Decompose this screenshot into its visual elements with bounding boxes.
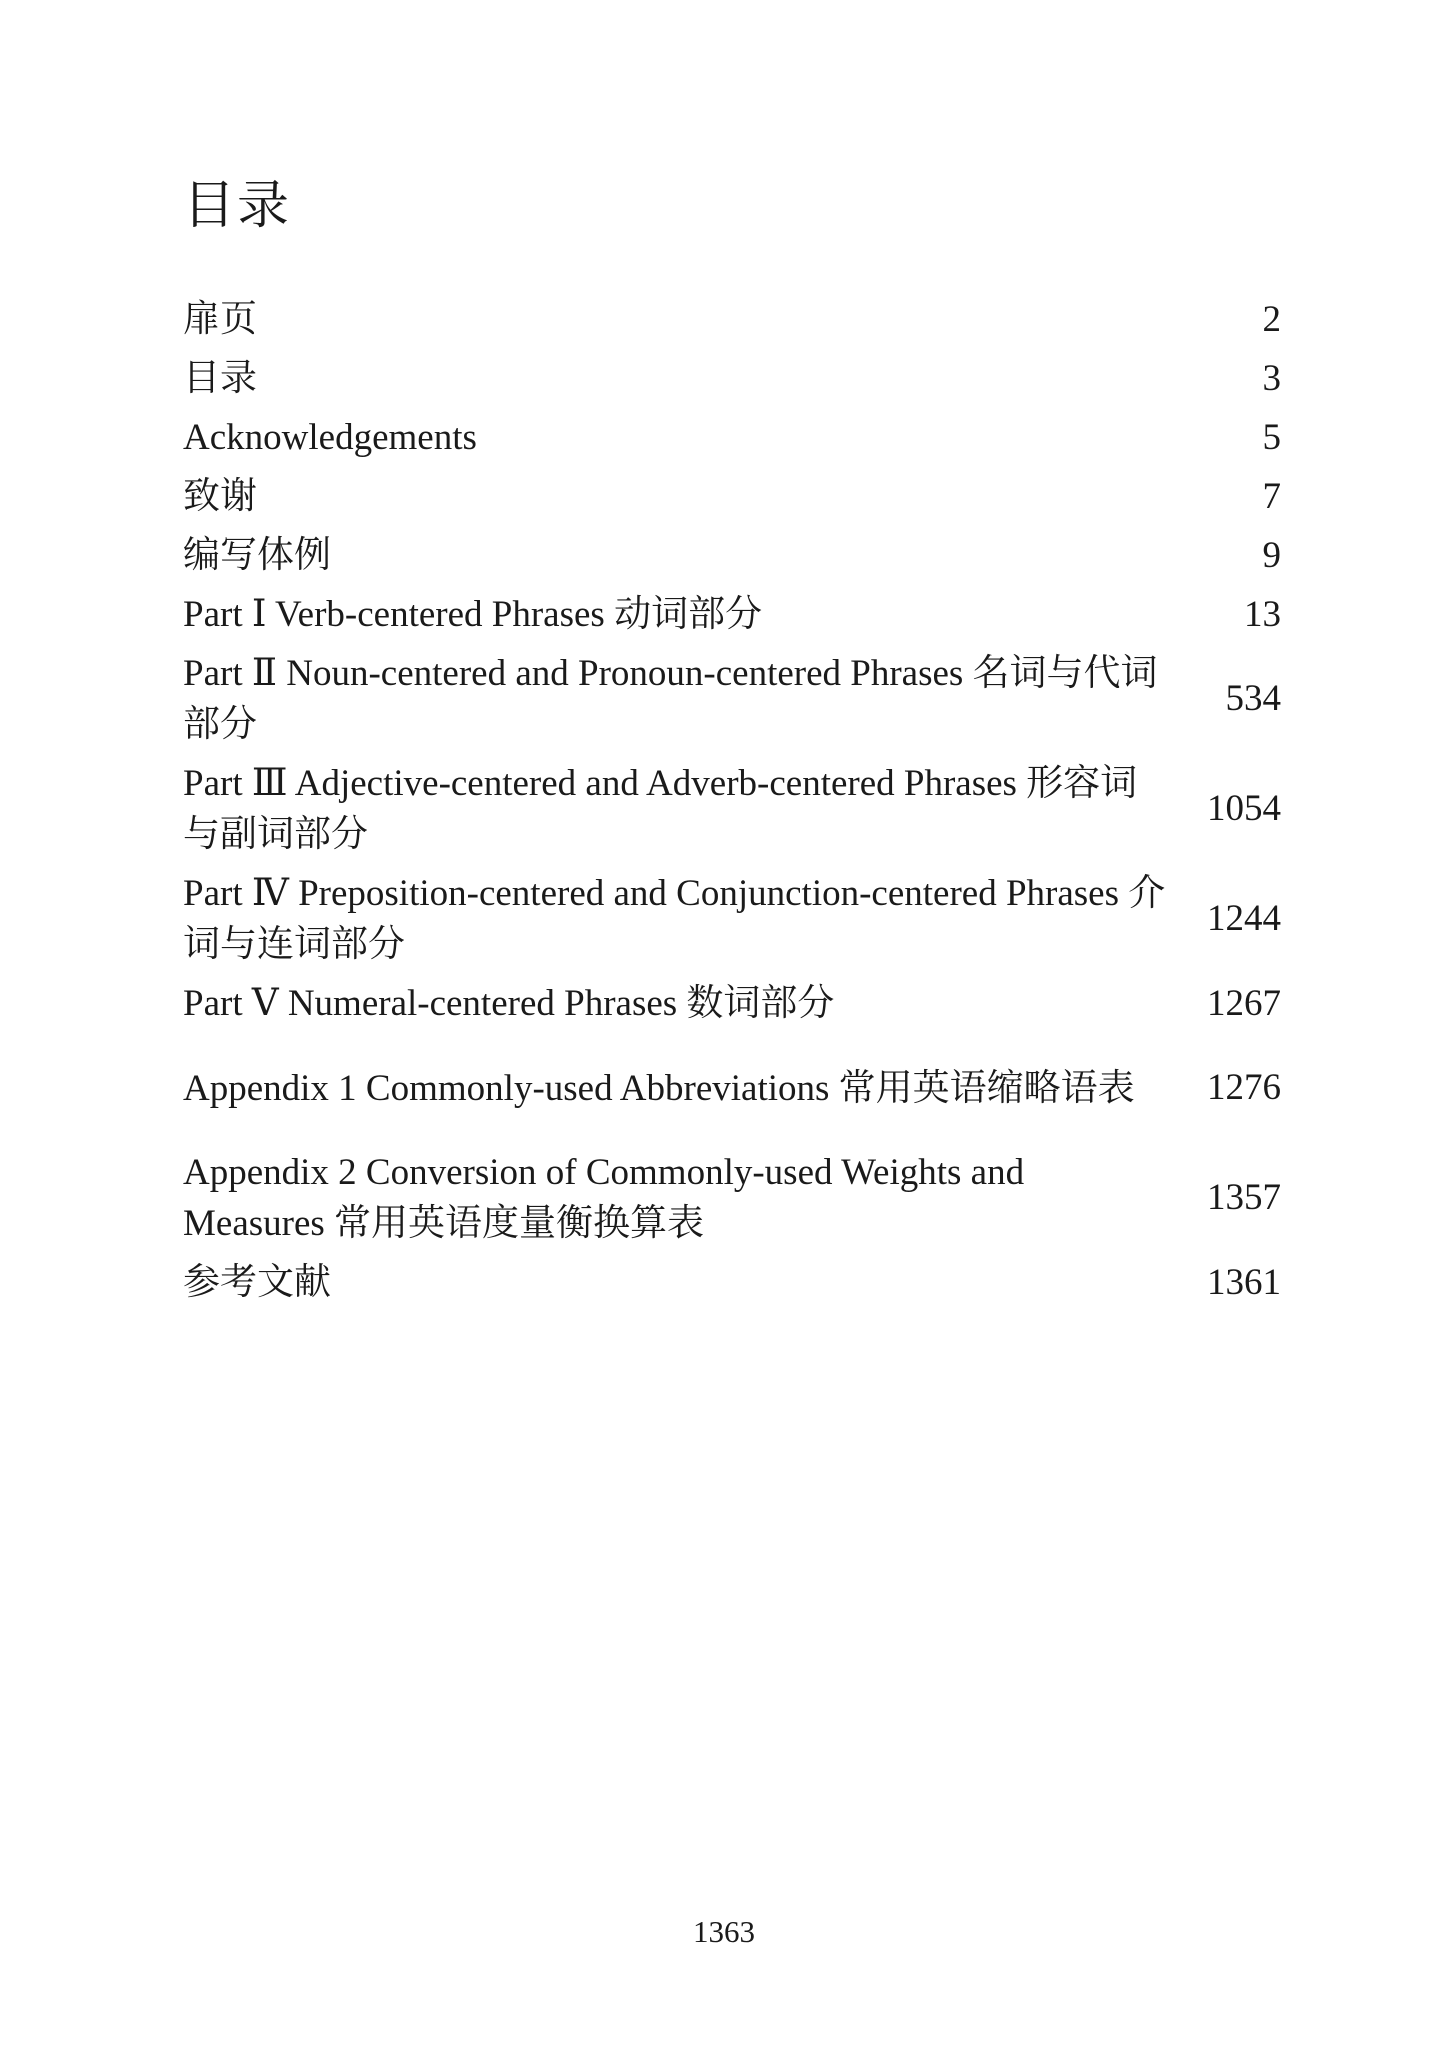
page-number: 1363 [693, 1914, 755, 1949]
toc-entry [183, 290, 1281, 349]
toc-entry-page-number: 1054 [1207, 788, 1281, 829]
toc-entry-title: 编写体例 [183, 534, 331, 576]
toc-entry-page-number: 1361 [1207, 1261, 1281, 1303]
toc-entry-title: Appendix 2 Conversion of Commonly-used Weights and Measures 常用英语度量衡换算表 [183, 1152, 1025, 1244]
toc-entry-title: Appendix 1 Commonly-used Abbreviations 常用英语缩略语表 [183, 1067, 1135, 1109]
toc-entry-title: Part Ⅴ Numeral-centered Phrases 数词部分 [183, 982, 835, 1024]
toc-list [183, 290, 1281, 1312]
toc-entry [183, 526, 1281, 585]
toc-entry-title: 致谢 [183, 475, 257, 517]
toc-entry [183, 467, 1281, 526]
toc-entry-title: Part Ⅳ Preposition-centered and Conjunction-centered Phrases 介词与连词部分 [183, 873, 1166, 965]
toc-entry-page-number: 1276 [1207, 1067, 1281, 1108]
toc-heading: 目录 [183, 176, 292, 236]
toc-entry [183, 974, 1281, 1033]
toc-entry-page-number: 13 [1244, 593, 1281, 635]
toc-entry [183, 1143, 1281, 1253]
toc-entry [183, 349, 1281, 408]
toc-entry-page-number: 2 [1262, 298, 1281, 340]
toc-entry-page-number: 7 [1262, 475, 1281, 517]
toc-entry [183, 408, 1281, 467]
toc-entry [183, 1033, 1281, 1143]
toc-entry-page-number: 9 [1262, 534, 1281, 576]
toc-entry-title: Part Ⅱ Noun-centered and Pronoun-centered Phrases 名词与代词部分 [183, 653, 1158, 745]
toc-entry-page-number: 1244 [1207, 898, 1281, 939]
toc-entry-title: 目录 [183, 357, 257, 399]
toc-entry [183, 585, 1281, 644]
toc-entry-title: Part Ⅲ Adjective-centered and Adverb-centered Phrases 形容词与副词部分 [183, 763, 1138, 855]
toc-entry [183, 864, 1281, 974]
toc-entry-page-number: 1357 [1207, 1177, 1281, 1218]
toc-entry-title: 扉页 [183, 298, 257, 340]
toc-entry-page-number: 1267 [1207, 982, 1281, 1024]
toc-entry [183, 644, 1281, 754]
toc-entry [183, 1253, 1281, 1312]
toc-entry-title: Part Ⅰ Verb-centered Phrases 动词部分 [183, 593, 763, 635]
toc-entry-page-number: 3 [1262, 357, 1281, 399]
toc-entry-title: 参考文献 [183, 1261, 331, 1303]
toc-entry [183, 754, 1281, 864]
toc-entry-title: Acknowledgements [183, 416, 477, 458]
toc-entry-page-number: 534 [1225, 678, 1281, 719]
toc-entry-page-number: 5 [1262, 416, 1281, 458]
